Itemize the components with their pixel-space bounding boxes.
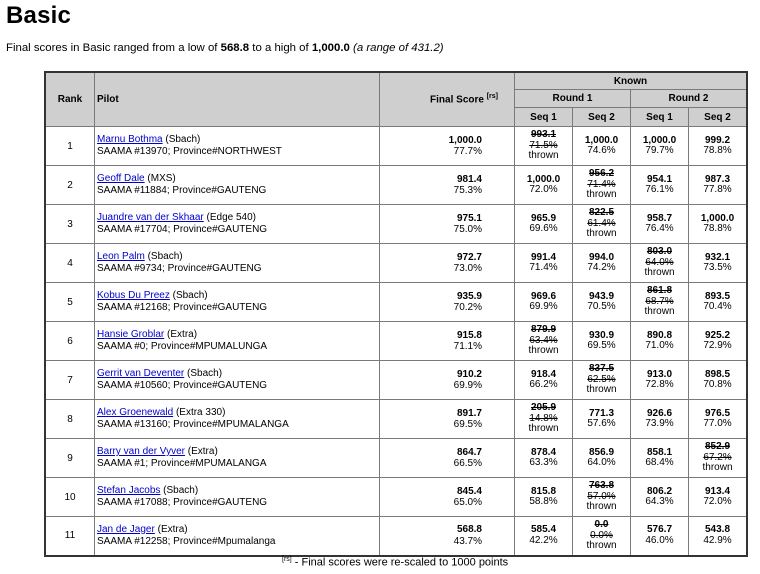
seq-score-cell	[689, 517, 748, 556]
seq-score-percent: 72.0%	[529, 184, 558, 195]
seq-score-percent: 42.2%	[529, 534, 558, 546]
final-score-cell	[380, 322, 515, 361]
seq-score-value: 993.1	[530, 129, 557, 141]
final-score-header-sup: [rs]	[486, 93, 498, 101]
pilot-name-link[interactable]: Kobus Du Preez	[97, 290, 170, 301]
seq-score-percent: 78.8%	[703, 145, 732, 156]
final-score-percent: 43.7%	[453, 535, 482, 547]
pilot-membership: SAAMA #13970; Province#NORTHWEST	[97, 146, 282, 157]
seq-score-value: 771.3	[588, 407, 615, 419]
table-row	[45, 400, 747, 439]
seq-score-percent: 74.2%	[587, 262, 616, 273]
final-score-cell	[380, 205, 515, 244]
pilot-cell	[95, 322, 380, 361]
seq-score-cell	[689, 322, 748, 361]
table-row	[45, 127, 747, 166]
pilot-plane: (Sbach)	[187, 368, 223, 379]
seq-score-cell	[573, 322, 631, 361]
seq-score-value: 925.2	[704, 329, 731, 341]
table-row	[45, 478, 747, 517]
seq-score-cell	[573, 205, 631, 244]
pilot-membership: SAAMA #11884; Province#GAUTENG	[97, 185, 267, 196]
pilot-cell	[95, 400, 380, 439]
table-row	[45, 517, 747, 556]
round2-seq2-header: Seq 2	[689, 108, 748, 127]
table-row	[45, 322, 747, 361]
seq-score-value: 1,000.0	[700, 212, 735, 224]
pilot-plane: (Extra)	[187, 446, 218, 457]
rank-cell: 9	[45, 439, 95, 478]
final-score-cell	[380, 439, 515, 478]
seq-score-value: 969.6	[530, 290, 557, 302]
seq-score-cell	[573, 439, 631, 478]
seq-score-cell	[631, 244, 689, 283]
scores-table	[44, 71, 748, 557]
final-score-percent: 69.5%	[453, 419, 482, 430]
final-score-percent: 69.9%	[453, 380, 482, 391]
final-score-percent: 66.5%	[453, 458, 482, 469]
pilot-cell	[95, 439, 380, 478]
final-score-percent: 73.0%	[453, 263, 482, 274]
table-body	[45, 127, 747, 556]
table-row	[45, 439, 747, 478]
seq-score-cell	[515, 439, 573, 478]
table-header	[45, 72, 747, 127]
seq-score-cell	[515, 400, 573, 439]
seq-score-cell	[631, 283, 689, 322]
seq-score-value: 958.7	[646, 212, 673, 224]
seq-score-cell	[631, 166, 689, 205]
seq-score-percent: 79.7%	[645, 145, 674, 156]
pilot-plane: (Sbach)	[163, 485, 199, 496]
seq-score-value: 543.8	[704, 524, 731, 536]
seq-score-percent: 0.0%	[590, 529, 613, 541]
pilot-cell	[95, 283, 380, 322]
seq-score-percent: 57.0%	[587, 490, 616, 502]
final-score-value: 845.4	[456, 485, 482, 497]
final-score-value: 568.8	[456, 524, 482, 536]
summary-range: (a range of 431.2)	[353, 42, 444, 54]
final-score-cell	[380, 400, 515, 439]
seq-score-cell	[631, 127, 689, 166]
rank-cell: 3	[45, 205, 95, 244]
final-score-cell	[380, 517, 515, 556]
seq-score-value: 205.9	[530, 402, 557, 414]
pilot-name-link[interactable]: Barry van der Vyver	[97, 446, 185, 457]
pilot-plane: (Extra)	[167, 329, 198, 340]
seq-score-value: 890.8	[646, 329, 673, 341]
seq-score-percent: 73.5%	[703, 262, 732, 273]
seq-score-cell	[631, 439, 689, 478]
rank-cell: 11	[45, 517, 95, 556]
pilot-name-link[interactable]: Stefan Jacobs	[97, 485, 161, 496]
final-score-cell	[380, 244, 515, 283]
pilot-name-link[interactable]: Jan de Jager	[97, 523, 155, 535]
pilot-membership: SAAMA #13160; Province#MPUMALANGA	[97, 419, 289, 430]
pilot-name-link[interactable]: Geoff Dale	[97, 173, 145, 184]
seq-score-percent: 63.4%	[529, 334, 558, 346]
seq-score-value: 994.0	[588, 251, 615, 263]
pilot-name-link[interactable]: Leon Palm	[97, 251, 145, 262]
seq-score-percent: 70.5%	[587, 301, 616, 312]
pilot-plane: (Sbach)	[147, 251, 183, 262]
seq-score-value: 926.6	[646, 407, 673, 419]
pilot-name-link[interactable]: Hansie Groblar	[97, 329, 165, 340]
seq-score-cell	[573, 478, 631, 517]
seq-score-percent: 46.0%	[645, 534, 674, 546]
seq-score-cell	[689, 400, 748, 439]
seq-score-cell	[515, 478, 573, 517]
seq-score-percent: 70.8%	[703, 379, 732, 390]
seq-score-percent: 68.7%	[645, 295, 674, 307]
seq-score-percent: 64.0%	[587, 457, 616, 468]
pilot-name-link[interactable]: Marnu Bothma	[97, 134, 163, 145]
seq-score-percent: 77.0%	[703, 418, 732, 429]
seq-score-cell	[689, 478, 748, 517]
rank-cell: 6	[45, 322, 95, 361]
final-score-value: 1,000.0	[448, 134, 482, 146]
table-row	[45, 361, 747, 400]
seq-score-cell	[689, 361, 748, 400]
thrown-label: thrown	[528, 150, 559, 162]
seq-score-cell	[515, 283, 573, 322]
seq-score-percent: 72.0%	[703, 496, 732, 507]
seq-score-cell	[689, 283, 748, 322]
pilot-plane: (Sbach)	[172, 290, 208, 301]
seq-score-cell	[631, 322, 689, 361]
seq-score-cell	[515, 517, 573, 556]
pilot-membership: SAAMA #12258; Province#Mpumalanga	[97, 535, 276, 547]
seq-score-percent: 74.6%	[587, 145, 616, 156]
seq-score-percent: 58.8%	[529, 496, 558, 507]
seq-score-value: 913.4	[704, 485, 731, 497]
seq-score-percent: 64.0%	[645, 256, 674, 268]
seq-score-value: 815.8	[530, 485, 557, 497]
final-score-value: 972.7	[456, 251, 482, 263]
pilot-cell	[95, 478, 380, 517]
final-score-value: 864.7	[456, 446, 482, 458]
pilot-cell	[95, 517, 380, 556]
seq-score-percent: 66.2%	[529, 379, 558, 390]
pilot-plane: (Extra 330)	[175, 407, 226, 418]
seq-score-cell	[689, 127, 748, 166]
rank-cell: 5	[45, 283, 95, 322]
seq-score-cell	[573, 127, 631, 166]
pilot-plane: (Edge 540)	[206, 212, 256, 223]
pilot-cell	[95, 361, 380, 400]
final-score-value: 981.4	[456, 173, 482, 185]
seq-score-percent: 69.6%	[529, 223, 558, 234]
seq-score-percent: 76.1%	[645, 184, 674, 195]
pilot-membership: SAAMA #0; Province#MPUMALUNGA	[97, 341, 268, 352]
thrown-label: thrown	[586, 228, 617, 240]
seq-score-cell	[689, 439, 748, 478]
seq-score-value: 822.5	[588, 207, 615, 219]
seq-score-cell	[515, 205, 573, 244]
seq-score-percent: 68.4%	[645, 457, 674, 468]
known-header: Known	[515, 72, 748, 90]
seq-score-value: 763.8	[588, 480, 615, 492]
seq-score-value: 999.2	[704, 134, 731, 146]
seq-score-value: 803.0	[646, 246, 673, 258]
thrown-label: thrown	[586, 540, 617, 551]
pilot-cell	[95, 205, 380, 244]
pilot-plane: (Sbach)	[165, 134, 201, 145]
summary-prefix: Final scores in Basic ranged from a low of	[6, 42, 221, 54]
thrown-label: thrown	[528, 345, 559, 357]
final-score-cell	[380, 478, 515, 517]
pilot-cell	[95, 244, 380, 283]
seq-score-value: 878.4	[530, 446, 557, 458]
pilot-membership: SAAMA #9734; Province#GAUTENG	[97, 263, 262, 274]
summary-high: 1,000.0	[311, 42, 350, 54]
seq-score-value: 585.4	[530, 524, 557, 536]
seq-score-cell	[515, 322, 573, 361]
seq-score-value: 1,000.0	[584, 134, 619, 146]
seq-score-percent: 57.6%	[587, 418, 616, 429]
rank-header: Rank	[45, 72, 95, 127]
final-score-percent: 65.0%	[453, 497, 482, 508]
score-summary	[6, 42, 444, 54]
seq-score-value: 837.5	[588, 363, 615, 375]
thrown-label: thrown	[644, 267, 675, 279]
final-score-header-label: Final Score	[430, 94, 484, 106]
final-score-cell	[380, 127, 515, 166]
seq-score-percent: 61.4%	[587, 217, 616, 229]
seq-score-cell	[631, 400, 689, 439]
seq-score-value: 852.9	[704, 441, 731, 453]
pilot-name-link[interactable]: Gerrit van Deventer	[97, 368, 185, 379]
seq-score-cell	[515, 127, 573, 166]
seq-score-percent: 71.0%	[645, 340, 674, 351]
seq-score-value: 965.9	[530, 212, 557, 224]
seq-score-value: 913.0	[646, 368, 673, 380]
pilot-membership: SAAMA #12168; Province#GAUTENG	[97, 302, 268, 313]
final-score-percent: 71.1%	[453, 341, 482, 352]
seq-score-percent: 69.5%	[587, 340, 616, 351]
table-row	[45, 244, 747, 283]
seq-score-value: 861.8	[646, 285, 673, 297]
seq-score-cell	[573, 244, 631, 283]
round2-header: Round 2	[631, 90, 748, 108]
final-score-value: 910.2	[456, 368, 482, 380]
seq-score-percent: 69.9%	[529, 301, 558, 312]
seq-score-value: 956.2	[588, 168, 615, 180]
seq-score-value: 576.7	[646, 524, 673, 536]
footnote	[282, 556, 508, 569]
thrown-label: thrown	[644, 306, 675, 318]
seq-score-cell	[631, 478, 689, 517]
round1-seq1-header: Seq 1	[515, 108, 573, 127]
seq-score-cell	[515, 244, 573, 283]
seq-score-cell	[689, 244, 748, 283]
rank-cell: 8	[45, 400, 95, 439]
rank-cell: 1	[45, 127, 95, 166]
seq-score-percent: 72.9%	[703, 340, 732, 351]
rank-cell: 10	[45, 478, 95, 517]
summary-middle: to a high of	[249, 42, 312, 54]
footnote-text: - Final scores were re-scaled to 1000 points	[291, 556, 509, 569]
pilot-cell	[95, 127, 380, 166]
seq-score-cell	[573, 517, 631, 556]
seq-score-value: 879.9	[530, 324, 557, 336]
seq-score-value: 976.5	[704, 407, 731, 419]
pilot-plane: (Extra)	[157, 523, 188, 535]
seq-score-cell	[515, 361, 573, 400]
pilot-cell	[95, 166, 380, 205]
final-score-value: 915.8	[456, 329, 482, 341]
pilot-name-link[interactable]: Alex Groenewald	[97, 407, 174, 418]
table-row	[45, 205, 747, 244]
rank-cell: 7	[45, 361, 95, 400]
seq-score-value: 954.1	[646, 173, 673, 185]
seq-score-cell	[573, 361, 631, 400]
final-score-percent: 75.3%	[453, 185, 482, 196]
seq-score-cell	[631, 361, 689, 400]
seq-score-value: 806.2	[646, 485, 673, 497]
seq-score-percent: 64.3%	[645, 496, 674, 507]
round2-seq1-header: Seq 1	[631, 108, 689, 127]
seq-score-percent: 73.9%	[645, 418, 674, 429]
final-score-value: 935.9	[456, 290, 482, 302]
round1-seq2-header: Seq 2	[573, 108, 631, 127]
thrown-label: thrown	[702, 462, 733, 474]
seq-score-cell	[573, 283, 631, 322]
pilot-membership: SAAMA #10560; Province#GAUTENG	[97, 380, 268, 391]
seq-score-cell	[689, 166, 748, 205]
pilot-membership: SAAMA #17088; Province#GAUTENG	[97, 497, 268, 508]
final-score-percent: 77.7%	[453, 146, 482, 157]
final-score-value: 891.7	[456, 407, 482, 419]
seq-score-percent: 67.2%	[703, 451, 732, 463]
seq-score-value: 856.9	[588, 446, 615, 458]
thrown-label: thrown	[586, 384, 617, 396]
seq-score-value: 858.1	[646, 446, 673, 458]
seq-score-value: 1,000.0	[642, 134, 677, 146]
pilot-name-link[interactable]: Juandre van der Skhaar	[97, 212, 204, 223]
final-score-cell	[380, 166, 515, 205]
pilot-membership: SAAMA #1; Province#MPUMALANGA	[97, 458, 267, 469]
seq-score-percent: 77.8%	[703, 184, 732, 195]
seq-score-value: 0.0	[594, 519, 609, 530]
final-score-value: 975.1	[456, 212, 482, 224]
table-row	[45, 283, 747, 322]
seq-score-percent: 63.3%	[529, 457, 558, 468]
seq-score-percent: 42.9%	[703, 534, 732, 546]
seq-score-cell	[573, 400, 631, 439]
seq-score-cell	[515, 166, 573, 205]
seq-score-cell	[631, 517, 689, 556]
pilot-membership: SAAMA #17704; Province#GAUTENG	[97, 224, 268, 235]
seq-score-percent: 71.4%	[587, 178, 616, 190]
page-title: Basic	[6, 2, 72, 29]
seq-score-percent: 71.5%	[529, 139, 558, 151]
seq-score-percent: 70.4%	[703, 301, 732, 312]
final-score-percent: 70.2%	[453, 302, 482, 313]
seq-score-value: 930.9	[588, 329, 615, 341]
seq-score-percent: 71.4%	[529, 262, 558, 273]
pilot-header: Pilot	[95, 72, 380, 127]
seq-score-value: 1,000.0	[526, 173, 561, 185]
round1-header: Round 1	[515, 90, 631, 108]
seq-score-value: 898.5	[704, 368, 731, 380]
seq-score-percent: 62.5%	[587, 373, 616, 385]
thrown-label: thrown	[586, 501, 617, 513]
seq-score-value: 918.4	[530, 368, 557, 380]
rank-cell: 2	[45, 166, 95, 205]
seq-score-percent: 78.8%	[703, 223, 732, 234]
seq-score-cell	[689, 205, 748, 244]
seq-score-cell	[573, 166, 631, 205]
thrown-label: thrown	[528, 423, 559, 435]
seq-score-value: 932.1	[704, 251, 731, 263]
final-score-header	[380, 72, 515, 127]
pilot-plane: (MXS)	[147, 173, 176, 184]
seq-score-value: 943.9	[588, 290, 615, 302]
footnote-sup: [rs]	[282, 556, 292, 563]
seq-score-value: 991.4	[530, 251, 557, 263]
rank-cell: 4	[45, 244, 95, 283]
final-score-cell	[380, 361, 515, 400]
seq-score-cell	[631, 205, 689, 244]
thrown-label: thrown	[586, 189, 617, 201]
seq-score-percent: 76.4%	[645, 223, 674, 234]
seq-score-value: 987.3	[704, 173, 731, 185]
final-score-cell	[380, 283, 515, 322]
final-score-percent: 75.0%	[453, 224, 482, 235]
summary-low: 568.8	[220, 42, 250, 54]
table-row	[45, 166, 747, 205]
seq-score-percent: 14.8%	[529, 412, 558, 424]
seq-score-percent: 72.8%	[645, 379, 674, 390]
seq-score-value: 893.5	[704, 290, 731, 302]
